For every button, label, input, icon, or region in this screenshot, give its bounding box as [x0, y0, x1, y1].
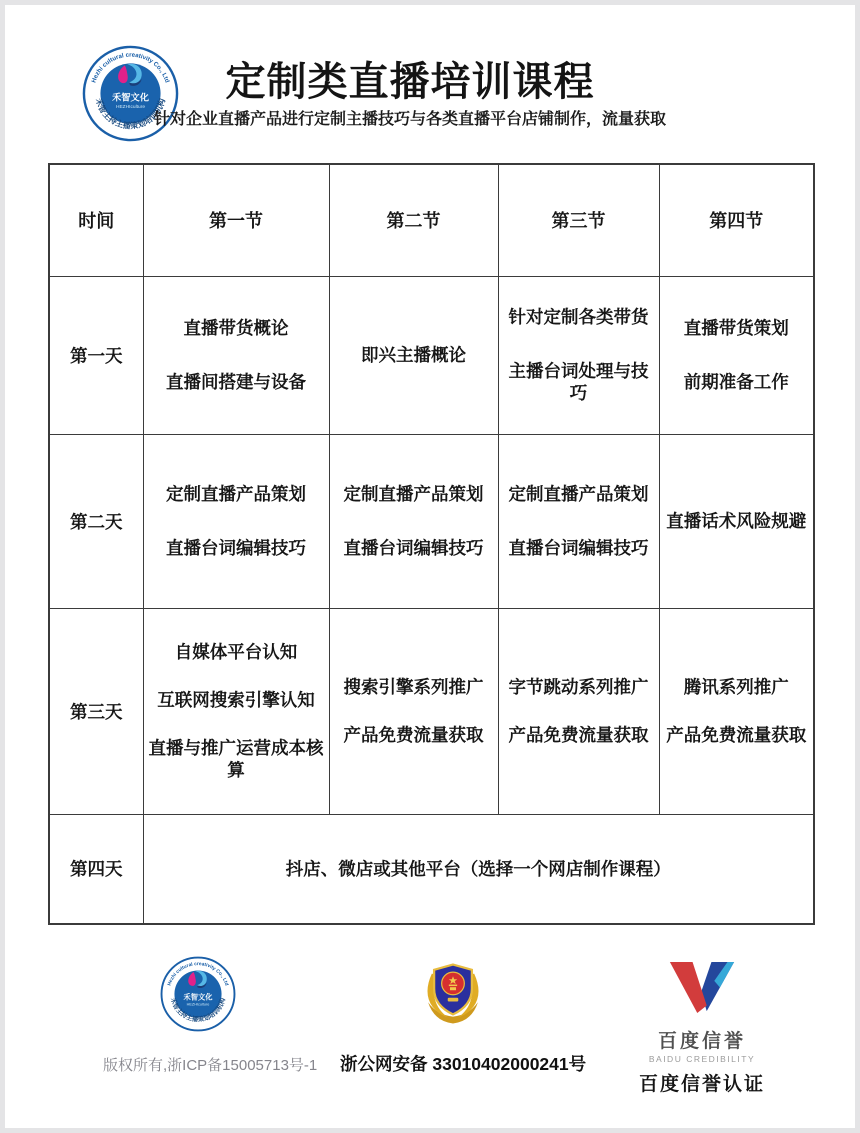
course-line: 直播带货概论 — [183, 318, 289, 338]
course-schedule-table — [48, 163, 815, 925]
col-header-session3: 第三节 — [498, 164, 659, 276]
course-line: 抖店、微店或其他平台（选择一个网店制作课程） — [285, 858, 671, 879]
course-line: 搜索引擎系列推广 — [343, 677, 484, 697]
cell-day3-s2 — [329, 608, 498, 814]
course-line: 针对定制各类带货 — [508, 307, 649, 327]
table-row-day1 — [49, 276, 814, 434]
course-line: 直播台词编辑技巧 — [166, 538, 306, 558]
police-badge-icon — [419, 956, 487, 1032]
col-header-session4: 第四节 — [659, 164, 814, 276]
cell-day1-s2 — [329, 276, 498, 434]
row-header-day3: 第三天 — [49, 608, 143, 814]
course-line: 产品免费流量获取 — [508, 725, 649, 745]
baidu-credibility-icon — [668, 962, 736, 1013]
col-header-session2: 第二节 — [329, 164, 498, 276]
course-line: 直播话术风险规避 — [666, 511, 807, 531]
cell-day3-s1 — [143, 608, 329, 814]
cell-day4-merged — [143, 814, 814, 924]
course-line: 产品免费流量获取 — [343, 725, 484, 745]
cell-day2-s2 — [329, 434, 498, 608]
row-header-day4: 第四天 — [49, 814, 143, 924]
course-line: 自媒体平台认知 — [174, 642, 298, 662]
col-header-time: 时间 — [49, 164, 143, 276]
table-row-day3 — [49, 608, 814, 814]
cell-day3-s4 — [659, 608, 814, 814]
baidu-credibility-name: 百度信誉 — [657, 1031, 746, 1052]
course-line: 字节跳动系列推广 — [508, 677, 649, 697]
table-header-row — [49, 164, 814, 276]
course-line: 定制直播产品策划 — [166, 484, 306, 504]
course-line: 主播台词处理与技巧 — [508, 361, 649, 403]
course-line: 定制直播产品策划 — [343, 484, 484, 504]
course-line: 即兴主播概论 — [361, 345, 466, 365]
footer-copyright-block — [103, 956, 318, 1075]
course-line: 直播带货策划 — [683, 318, 789, 338]
cell-day3-s3 — [498, 608, 659, 814]
cell-day2-s4 — [659, 434, 814, 608]
company-logo-small-icon — [160, 956, 236, 1032]
row-header-day2: 第二天 — [49, 434, 143, 608]
course-line: 直播与推广运营成本核算 — [148, 738, 324, 780]
course-line: 互联网搜索引擎认知 — [157, 690, 315, 710]
footer-police-block — [340, 956, 587, 1076]
cell-day2-s3 — [498, 434, 659, 608]
course-line: 腾讯系列推广 — [683, 677, 789, 697]
table-row-day2 — [49, 434, 814, 608]
course-line: 前期准备工作 — [683, 372, 789, 392]
baidu-credibility-name-en: BAIDU CREDIBILITY — [648, 1054, 756, 1064]
cell-day1-s4 — [659, 276, 814, 434]
cell-day1-s1 — [143, 276, 329, 434]
police-record-text: 浙公网安备 33010402000241号 — [340, 1054, 587, 1074]
cell-day1-s3 — [498, 276, 659, 434]
course-line: 产品免费流量获取 — [666, 725, 807, 745]
course-line: 定制直播产品策划 — [508, 484, 649, 504]
page-subtitle: 针对企业直播产品进行定制主播技巧与各类直播平台店铺制作，流量获取 — [153, 111, 666, 128]
table-row-day4 — [49, 814, 814, 924]
course-line: 直播台词编辑技巧 — [343, 538, 484, 558]
course-line: 直播台词编辑技巧 — [508, 538, 649, 558]
course-line: 直播间搭建与设备 — [166, 372, 306, 392]
footer-baidu-block — [622, 962, 782, 1096]
icp-record-text: 版权所有,浙ICP备15005713号-1 — [103, 1057, 318, 1074]
cell-day2-s1 — [143, 434, 329, 608]
col-header-session1: 第一节 — [143, 164, 329, 276]
baidu-cert-text: 百度信誉认证 — [638, 1074, 765, 1095]
page-title: 定制类直播培训课程 — [225, 60, 595, 104]
row-header-day1: 第一天 — [49, 276, 143, 434]
